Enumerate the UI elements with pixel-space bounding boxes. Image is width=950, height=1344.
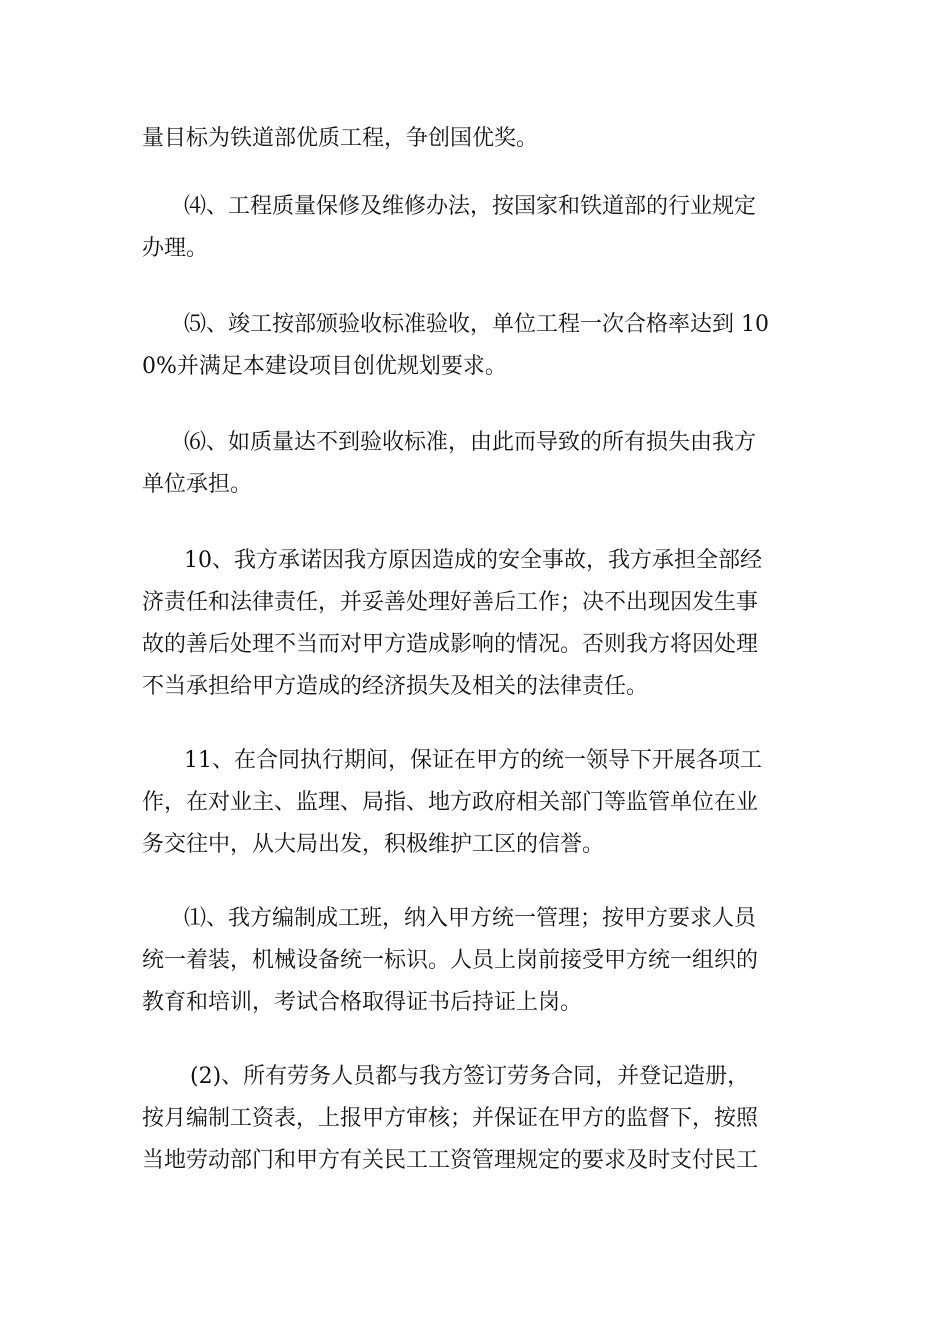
- paragraph-sub-item-2: [142, 1056, 812, 1182]
- text-line: 故的善后处理不当而对甲方造成影响的情况。否则我方将因处理: [142, 632, 759, 657]
- text-line: ⑸、竣工按部颁验收标准验收，单位工程一次合格率达到 10: [184, 312, 769, 337]
- paragraph-clause-10: [142, 540, 812, 708]
- text-line: 10、我方承诺因我方原因造成的安全事故，我方承担全部经: [184, 548, 762, 573]
- text-line: 当地劳动部门和甲方有关民工工资管理规定的要求及时支付民工: [142, 1148, 759, 1173]
- text-line: 济责任和法律责任，并妥善处理好善后工作；决不出现因发生事: [142, 590, 759, 615]
- text-line: 不当承担给甲方造成的经济损失及相关的法律责任。: [142, 674, 649, 699]
- text-line: 11、在合同执行期间，保证在甲方的统一领导下开展各项工: [184, 748, 762, 773]
- paragraph-sub-item-1: [142, 898, 812, 1024]
- text-line: 统一着装，机械设备统一标识。人员上岗前接受甲方统一组织的: [142, 948, 759, 973]
- text-line: 量目标为铁道部优质工程，争创国优奖。: [142, 126, 539, 151]
- text-line: 0%并满足本建设项目创优规划要求。: [142, 354, 507, 379]
- paragraph-clause-11: [142, 740, 812, 866]
- paragraph-quality-target: [142, 118, 812, 160]
- paragraph-item-5: [142, 304, 812, 388]
- text-line: 教育和培训，考试合格取得证书后持证上岗。: [142, 990, 583, 1015]
- text-line: 办理。: [142, 236, 209, 261]
- text-line: ⑹、如质量达不到验收标准，由此而导致的所有损失由我方: [184, 430, 757, 455]
- text-line: 务交往中，从大局出发，积极维护工区的信誉。: [142, 832, 605, 857]
- text-line: 作，在对业主、监理、局指、地方政府相关部门等监管单位在业: [142, 790, 759, 815]
- text-line: 单位承担。: [142, 472, 253, 497]
- text-line: 按月编制工资表，上报甲方审核；并保证在甲方的监督下，按照: [142, 1106, 759, 1131]
- text-line: ⑷、工程质量保修及维修办法，按国家和铁道部的行业规定: [184, 194, 757, 219]
- paragraph-item-6: [142, 422, 812, 506]
- text-line: ⑴、我方编制成工班，纳入甲方统一管理；按甲方要求人员: [184, 906, 757, 931]
- text-line: (2)、所有劳务人员都与我方签订劳务合同，并登记造册，: [190, 1064, 750, 1089]
- paragraph-item-4: [142, 186, 812, 270]
